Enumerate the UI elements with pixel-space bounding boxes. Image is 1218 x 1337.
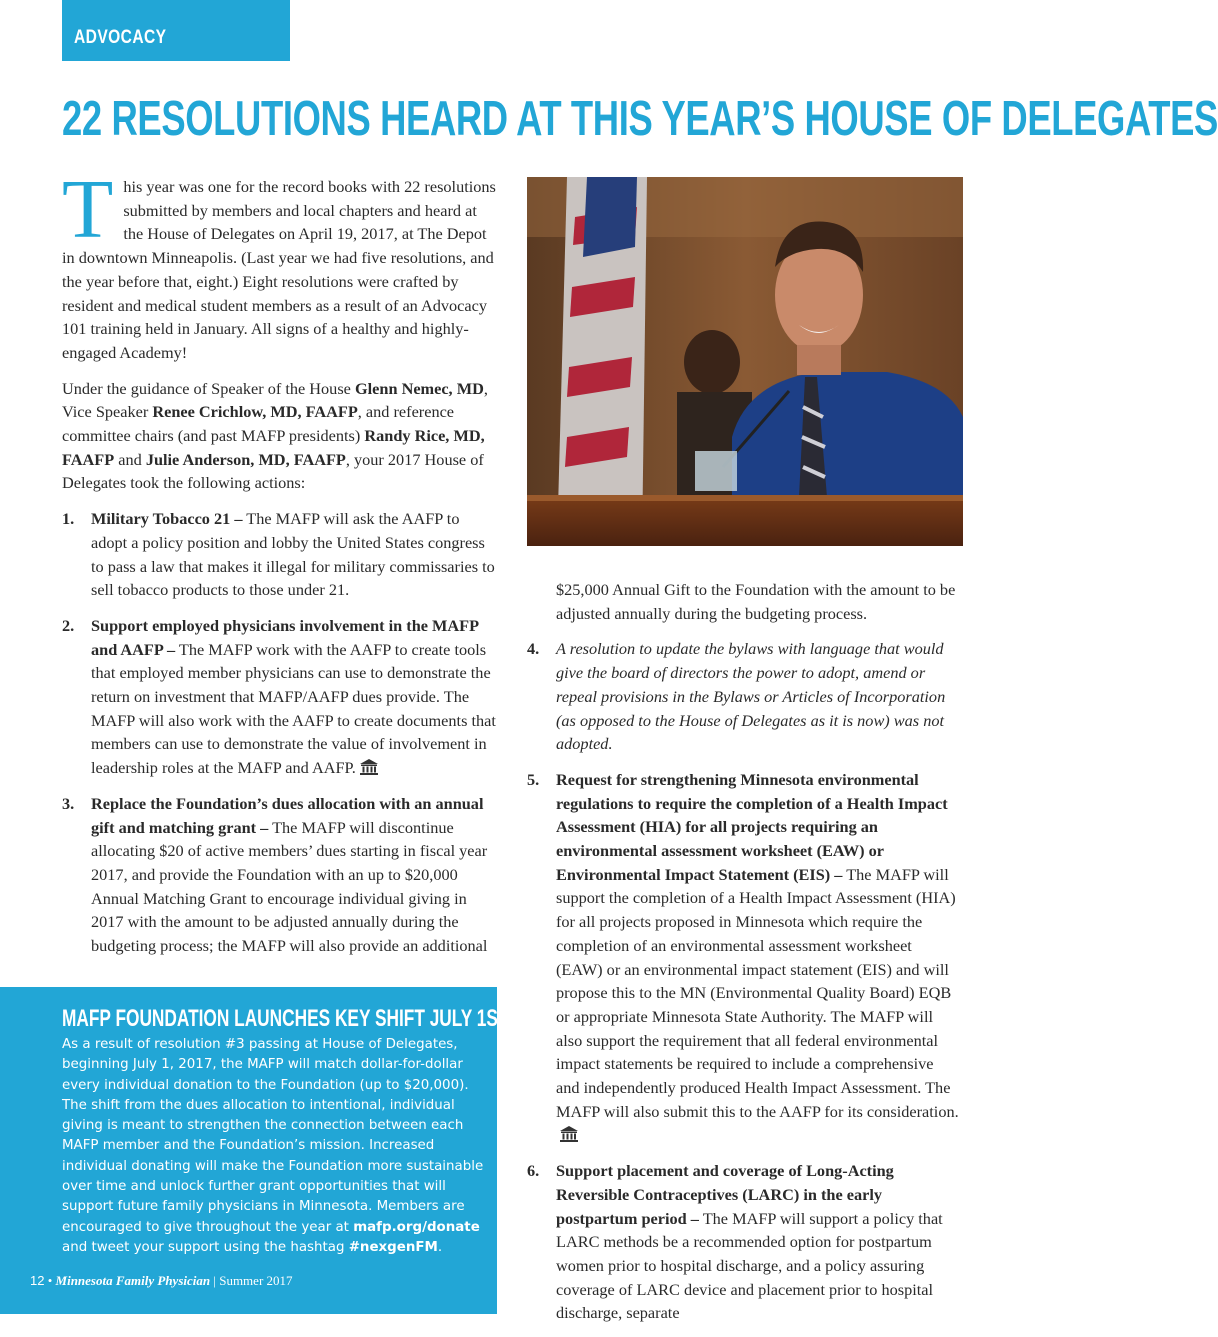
guidance-text: Under the guidance of Speaker of the House [62, 378, 355, 398]
resolution-list-continued [527, 637, 960, 1325]
issue-date: Summer 2017 [219, 1273, 293, 1288]
intro-paragraph [62, 163, 498, 365]
resolution-3-continued: $25,000 Annual Gift to the Foundation with the amount to be adjusted annually during the budgeting process. [556, 580, 956, 623]
foundation-sidebar [0, 987, 509, 1314]
resolution-item [62, 792, 498, 958]
page-footer [0, 1268, 497, 1314]
resolution-item [62, 614, 498, 780]
resolution-number: 4. [527, 639, 540, 659]
resolution-text: The MAFP will discontinue allocating $20 of active members’ dues starting in fiscal year 2017, and provide the Foundation with an up to $20,000 Annual Matching Grant to encourage individual giving in 2017 with the amount to be adjusted annually during the budgeting process; the MAFP will also provide an additional [91, 817, 488, 956]
chair-name: Julie Anderson, MD, FAAFP [145, 449, 346, 469]
resolution-text: The MAFP will ask the AAFP to adopt a policy position and lobby the United States congress to pass a law that makes it illegal for military commissaries to sell tobacco products to those under 21. [91, 509, 495, 600]
footer-text [30, 1273, 293, 1289]
resolution-text: The MAFP will support the completion of a Health Impact Assessment (HIA) for all projects proposed in Minnesota which require the completion of an environmental assessment worksheet (EAW) or an environmental impact statement (EIS) and will propose this to the MN (Environmental Quality Board) EQB or appropriate Minnesota State Authority. The MAFP will also support the requirement that all federal environmental impact statements be required to include a comprehensive and independently produced Health Impact Assessment. The MAFP will also submit this to the AAFP for its consideration. [556, 864, 959, 1121]
resolution-title: Military Tobacco 21 – [91, 509, 243, 529]
speaker-name: Glenn Nemec, MD [354, 378, 484, 398]
resolution-number: 5. [527, 769, 540, 789]
resolution-title: Replace the Foundation’s dues allocation with an annual gift and matching grant – [91, 793, 484, 837]
resolution-item [527, 1159, 960, 1325]
hashtag: #nexgenFM [348, 1239, 438, 1255]
resolution-text: The MAFP will support a policy that LARC methods be a recommended option for postpartum women prior to hospital discharge, and a policy assuring coverage of LARC device and placement prior to hospital discharge, separate [556, 1208, 943, 1323]
guidance-paragraph [62, 377, 498, 496]
resolution-number: 3. [62, 793, 75, 813]
headline: 22 RESOLUTIONS HEARD AT THIS YEAR’S HOUSE OF DELEGATES [62, 92, 1218, 146]
resolution-title: Support placement and coverage of Long-Acting Reversible Contraceptives (LARC) in the early postpartum period – [556, 1161, 894, 1228]
resolution-title: Request for strengthening Minnesota environmental regulations to require the completion of a Health Impact Assessment (HIA) for all projects requiring an environmental assessment worksheet (EAW) or Environmental Impact Statement (EIS) – [556, 769, 948, 884]
right-column [527, 578, 960, 1337]
left-column [62, 163, 498, 970]
resolution-text: A resolution to update the bylaws with language that would give the board of directors the power to adopt, amend or repeal provisions in the Bylaws or Articles of Incorporation (as opposed to the House of Delegates as it is now) was not adopted. [556, 639, 946, 754]
resolution-number: 1. [62, 509, 75, 529]
drop-cap: T [62, 163, 114, 256]
resolution-number: 2. [62, 615, 75, 635]
donate-link[interactable]: mafp.org/donate [353, 1219, 480, 1235]
sidebar-body [62, 1035, 492, 1258]
capitol-building-icon [560, 1126, 578, 1142]
resolution-item [527, 768, 960, 1147]
resolution-text: The MAFP work with the AAFP to create tools that employed member physicians can use to demonstrate the return on investment that MAFP/AAFP dues provide. The MAFP will also work with the AAFP to create documents that members can use to demonstrate the value of involvement in leadership roles at the MAFP and AAFP. [91, 639, 496, 778]
resolution-list [62, 507, 498, 958]
capitol-building-icon [360, 759, 378, 775]
footer-separator: | [213, 1273, 216, 1288]
sidebar-text: . [437, 1239, 443, 1255]
vice-speaker-name: Renee Crichlow, MD, FAAFP [152, 402, 358, 422]
page-number: 12 [30, 1273, 45, 1288]
resolution-item [527, 637, 960, 756]
guidance-text: , Vice Speaker [62, 378, 488, 422]
intro-text: his year was one for the record books with 22 resolutions submitted by members and local chapters and heard at the House of Delegates on April 19, 2017, at The Depot in downtown Minneapolis. (Last year we had five resolutions, and the year before that, eight.) Eight resolutions were crafted by resident and medical student members as a result of an Advocacy 101 training held in January. All signs of a healthy and highly-engaged Academy! [62, 177, 496, 362]
magazine-name: Minnesota Family Physician [55, 1273, 211, 1288]
resolution-title: Support employed physicians involvement in the MAFP and AAFP – [91, 615, 479, 659]
guidance-text: and [114, 449, 146, 469]
guidance-text: , your 2017 House of Delegates took the following actions: [62, 449, 484, 493]
speaker-photo [527, 177, 963, 546]
sidebar-text: As a result of resolution #3 passing at House of Delegates, beginning July 1, 2017, the MAFP will match dollar-for-dollar every individual donation to the Foundation (up to $20,000). The shift from the dues allocation to intentional, individual giving is meant to strengthen the connection between each MAFP member and the Foundation’s mission. Increased individual donating will make the Foundation more sustainable over time and unlock further grant opportunities that will support future family physicians in Minnesota. Members are encouraged to give throughout the year at [62, 1037, 484, 1235]
section-tab [62, 0, 290, 61]
section-tab-label: ADVOCACY [74, 27, 167, 48]
sidebar-title: MAFP FOUNDATION LAUNCHES KEY SHIFT JULY 1ST [62, 1005, 509, 1032]
chair-name: Randy Rice, MD, FAAFP [62, 426, 485, 469]
resolution-item [62, 507, 498, 602]
guidance-text: , and reference committee chairs (and past MAFP presidents) [62, 402, 455, 446]
footer-bullet: • [47, 1273, 53, 1288]
sidebar-text: and tweet your support using the hashtag [62, 1239, 349, 1255]
photo-image [527, 177, 963, 546]
resolution-number: 6. [527, 1161, 540, 1181]
